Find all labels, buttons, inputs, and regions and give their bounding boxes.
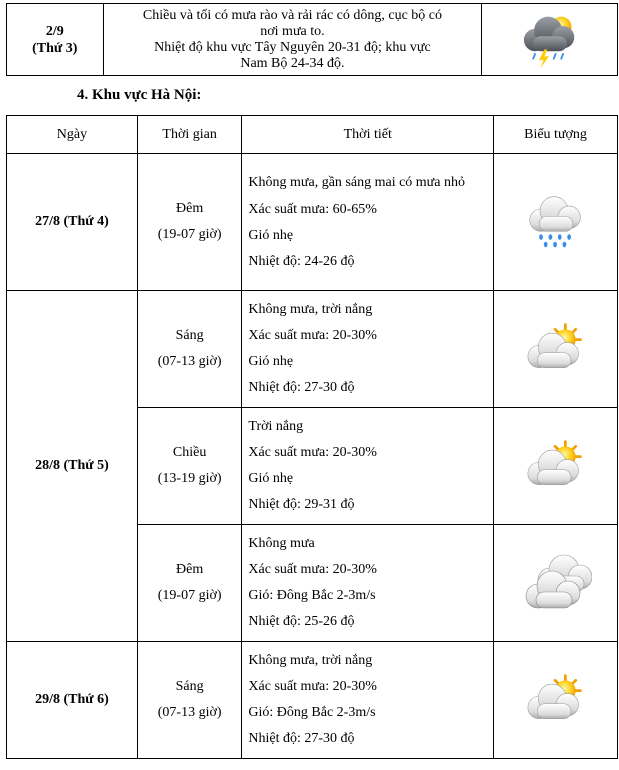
- weather-line: Nhiệt độ: 25-26 độ: [248, 614, 355, 629]
- hours: (07-13 giờ): [157, 354, 222, 369]
- period: Sáng: [175, 679, 204, 694]
- desc-line: Nhiệt độ khu vực Tây Nguyên 20-31 độ; khu vực: [154, 39, 431, 55]
- desc-line: nơi mưa to.: [260, 23, 325, 39]
- weather-cell: [242, 154, 494, 291]
- weather-line: Nhiệt độ: 27-30 độ: [248, 731, 355, 746]
- icon-cell: [494, 525, 618, 642]
- weather-line: Trời nắng: [248, 419, 304, 434]
- header-icon: Biểu tượng: [494, 116, 618, 154]
- date: 2/9: [45, 23, 64, 39]
- weather-line: Gió nhẹ: [248, 228, 294, 243]
- header-row: [7, 116, 618, 154]
- weather-line: Xác suất mưa: 60-65%: [248, 202, 377, 217]
- table-row: [7, 154, 618, 291]
- time-cell: [137, 525, 242, 642]
- weather-line: Gió nhẹ: [248, 471, 294, 486]
- table-row: [7, 291, 618, 408]
- header-time: Thời gian: [137, 116, 242, 154]
- section-heading: 4. Khu vực Hà Nội:: [77, 87, 202, 103]
- weather-line: Xác suất mưa: 20-30%: [248, 679, 377, 694]
- header-weather: Thời tiết: [242, 116, 494, 154]
- desc-line: Nam Bộ 24-34 độ.: [240, 55, 345, 71]
- weather-line: Không mưa: [248, 536, 315, 551]
- sun-cloud-icon: [526, 319, 586, 379]
- weather-line: Gió: Đông Bắc 2-3m/s: [248, 588, 376, 603]
- date-cell: [7, 4, 104, 76]
- header-day: Ngày: [7, 116, 138, 154]
- icon-cell: [494, 642, 618, 759]
- sun-cloud-icon: [526, 670, 586, 730]
- period: Sáng: [175, 328, 204, 343]
- time-cell: [137, 642, 242, 759]
- icon-cell: [482, 4, 618, 76]
- hanoi-forecast-table: [6, 115, 618, 759]
- weather-cell: [242, 525, 494, 642]
- weather-line: Gió: Đông Bắc 2-3m/s: [248, 705, 376, 720]
- weather-line: Nhiệt độ: 24-26 độ: [248, 254, 355, 269]
- weather-cell: [242, 408, 494, 525]
- time-cell: [137, 291, 242, 408]
- time-cell: [137, 408, 242, 525]
- table-row: [7, 642, 618, 759]
- hours: (13-19 giờ): [157, 471, 222, 486]
- cloud-icon: [520, 550, 592, 616]
- thunderstorm-icon: [520, 12, 580, 68]
- desc-line: Chiều và tối có mưa rào và rải rác có dông, cục bộ có: [142, 7, 443, 23]
- sun-cloud-icon: [526, 436, 586, 496]
- day-cell: 29/8 (Thứ 6): [7, 642, 138, 759]
- weather-line: Xác suất mưa: 20-30%: [248, 328, 377, 343]
- icon-cell: [494, 154, 618, 291]
- period: Đêm: [176, 201, 204, 216]
- weather-line: Xác suất mưa: 20-30%: [248, 562, 377, 577]
- day-cell: 28/8 (Thứ 5): [7, 291, 138, 642]
- hours: (19-07 giờ): [157, 227, 222, 242]
- weather-line: Xác suất mưa: 20-30%: [248, 445, 377, 460]
- weekday: (Thứ 3): [32, 40, 78, 56]
- icon-cell: [494, 408, 618, 525]
- icon-cell: [494, 291, 618, 408]
- hours: (19-07 giờ): [157, 588, 222, 603]
- weather-line: Không mưa, trời nắng: [248, 302, 373, 317]
- weather-line: Nhiệt độ: 29-31 độ: [248, 497, 355, 512]
- time-cell: [137, 154, 242, 291]
- weather-cell: [242, 291, 494, 408]
- weather-cell: [242, 642, 494, 759]
- hours: (07-13 giờ): [157, 705, 222, 720]
- period: Đêm: [176, 562, 204, 577]
- period: Chiều: [172, 445, 207, 460]
- weather-line: Nhiệt độ: 27-30 độ: [248, 380, 355, 395]
- weather-line: Không mưa, trời nắng: [248, 653, 373, 668]
- previous-region-row: [6, 3, 618, 76]
- forecast-description: [103, 4, 482, 76]
- rain-cloud-icon: [526, 192, 586, 252]
- weather-line: Không mưa, gần sáng mai có mưa nhỏ: [248, 175, 465, 190]
- day-cell: 27/8 (Thứ 4): [7, 154, 138, 291]
- weather-line: Gió nhẹ: [248, 354, 294, 369]
